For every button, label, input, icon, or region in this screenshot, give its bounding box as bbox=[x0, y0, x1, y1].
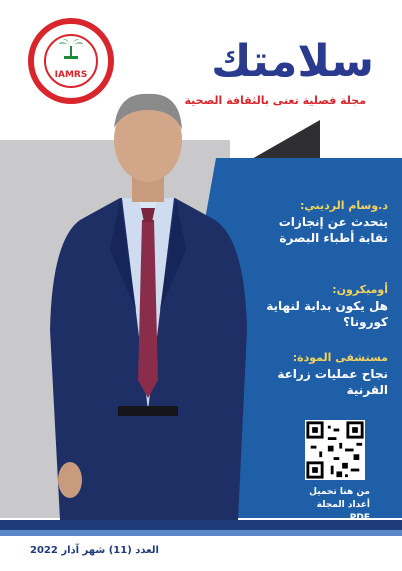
palm-tree-icon bbox=[58, 38, 84, 60]
magazine-subtitle: مجلة فصلية تعنى بالثقافة الصحية bbox=[184, 94, 366, 107]
headline-1-lead: د.وسام الرديني: bbox=[299, 199, 388, 212]
headline-2-body: هل يكون بداية لنهاية كورونا؟ bbox=[266, 299, 388, 329]
cover-portrait bbox=[40, 80, 255, 520]
headline-3-lead: مستشفى المودة: bbox=[292, 351, 388, 364]
headline-3 bbox=[248, 350, 388, 398]
headline-2-lead: أوميكرون: bbox=[332, 283, 388, 296]
qr-code[interactable] bbox=[305, 420, 365, 480]
qr-caption bbox=[280, 486, 370, 525]
bottom-stripe-light bbox=[0, 530, 402, 536]
headline-1 bbox=[248, 198, 388, 246]
qr-caption-line-3: PDF bbox=[349, 513, 370, 523]
issue-number: العدد (11) شهر آذار 2022 bbox=[30, 545, 159, 556]
magazine-masthead: سلامتك bbox=[211, 36, 374, 87]
headline-2 bbox=[248, 282, 388, 330]
qr-caption-line-2: أعداد المجلة bbox=[316, 500, 370, 510]
seal-abbreviation: IAMRS bbox=[54, 70, 88, 80]
headline-3-body: نجاح عمليات زراعة القرنية bbox=[277, 367, 388, 397]
qr-caption-line-1: من هنا تحميل bbox=[309, 487, 370, 497]
headline-1-body: يتحدث عن إنجازات نقابة أطباء البصرة bbox=[278, 215, 388, 245]
